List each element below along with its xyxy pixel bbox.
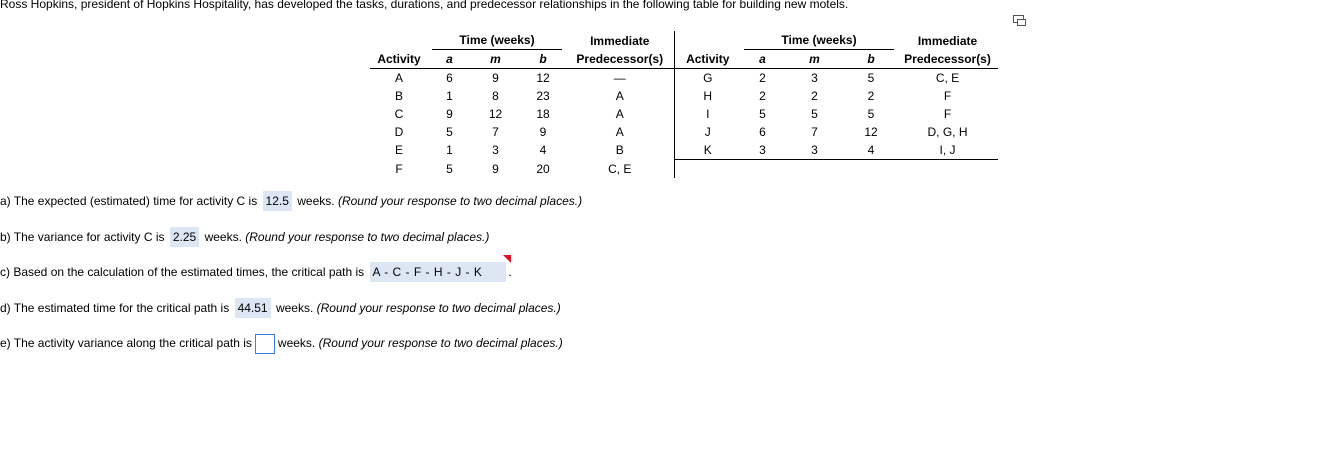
answer-c-value: A - C - F - H - J - K xyxy=(372,265,483,279)
cell: 6 xyxy=(446,71,453,85)
cell: 23 xyxy=(536,89,550,103)
question-e-unit: weeks. xyxy=(277,336,316,350)
answer-e-input[interactable] xyxy=(255,334,275,354)
table-row xyxy=(370,69,998,88)
cell: 12 xyxy=(488,107,503,121)
cell: B xyxy=(394,89,403,103)
table-row xyxy=(370,141,998,160)
col-m-right: m xyxy=(784,50,845,69)
cell: 9 xyxy=(492,161,499,176)
cell: A xyxy=(566,87,674,105)
question-c-end: . xyxy=(508,265,512,279)
cell: 5 xyxy=(867,107,875,121)
cell: 5 xyxy=(811,107,818,121)
col-b-right: b xyxy=(845,50,897,69)
incorrect-flag-icon xyxy=(503,255,511,263)
cell: 7 xyxy=(492,125,499,139)
copy-icon[interactable] xyxy=(1013,15,1027,27)
question-d xyxy=(0,298,561,318)
cell: C, E xyxy=(566,160,674,179)
cell: F xyxy=(943,89,952,103)
pred-header-right-1: Immediate xyxy=(917,33,978,48)
question-a-hint: (Round your response to two decimal places.) xyxy=(337,194,583,208)
question-a-text: a) The expected (estimated) time for activity C is xyxy=(0,194,258,208)
cell: F xyxy=(395,161,403,176)
answer-c[interactable] xyxy=(370,262,507,282)
cell: 3 xyxy=(492,143,499,158)
cell: 12 xyxy=(864,125,878,139)
question-b-text: b) The variance for activity C is xyxy=(0,230,165,244)
cell: 1 xyxy=(446,89,453,103)
time-header-left: Time (weeks) xyxy=(428,31,566,50)
pred-header-left-2: Predecessor(s) xyxy=(566,50,674,69)
cell: 20 xyxy=(536,161,550,176)
answer-b[interactable]: 2.25 xyxy=(170,227,199,247)
cell: 4 xyxy=(539,143,547,158)
cell: 4 xyxy=(845,141,897,160)
cell: E xyxy=(394,143,403,158)
cell: — xyxy=(566,69,674,88)
col-a-left: a xyxy=(428,50,471,69)
time-header-right: Time (weeks) xyxy=(741,31,897,50)
pred-header-left-1: Immediate xyxy=(566,31,674,50)
question-c xyxy=(0,262,512,282)
question-e-hint: (Round your response to two decimal places.) xyxy=(318,336,563,350)
question-a xyxy=(0,191,582,211)
question-b-unit: weeks. xyxy=(204,230,242,244)
cell: C xyxy=(394,107,404,121)
cell: J xyxy=(704,125,711,139)
col-a-right: a xyxy=(741,50,784,69)
cell: 7 xyxy=(811,125,818,139)
cell: F xyxy=(943,107,952,121)
cell: D, G, H xyxy=(927,125,968,139)
question-b xyxy=(0,227,489,247)
cell: 1 xyxy=(446,143,453,158)
cell: 5 xyxy=(759,107,766,121)
table-row xyxy=(370,160,998,179)
cell: B xyxy=(566,141,674,160)
problem-intro: Ross Hopkins, president of Hopkins Hospitality, has developed the tasks, durations, and predecessor relationships in the following table for building new motels. xyxy=(0,0,849,11)
cell: G xyxy=(703,71,713,85)
question-d-unit: weeks. xyxy=(275,301,314,315)
cell: 2 xyxy=(759,89,766,103)
question-a-unit: weeks. xyxy=(297,194,335,208)
cell: A xyxy=(566,105,674,123)
cell: D xyxy=(394,125,404,139)
col-m-left: m xyxy=(471,50,520,69)
cell: I, J xyxy=(897,141,998,160)
cell: 3 xyxy=(784,141,845,160)
cell: 5 xyxy=(867,71,875,85)
question-d-text: d) The estimated time for the critical path is xyxy=(0,301,230,315)
cell: A xyxy=(394,71,403,85)
cell: 9 xyxy=(446,107,453,121)
cell: 9 xyxy=(492,71,499,85)
cell: I xyxy=(706,107,710,121)
cell: 3 xyxy=(741,141,784,160)
cell: 5 xyxy=(446,125,453,139)
cell: 6 xyxy=(759,125,766,139)
table-row xyxy=(370,123,998,141)
pred-header-right-2: Predecessor(s) xyxy=(897,50,998,69)
col-b-left: b xyxy=(520,50,566,69)
cell: C, E xyxy=(935,71,960,85)
table-row xyxy=(370,105,998,123)
cell: A xyxy=(566,123,674,141)
question-c-text: c) Based on the calculation of the estimated times, the critical path is xyxy=(0,265,365,279)
question-b-hint: (Round your response to two decimal places.) xyxy=(245,230,490,244)
answer-d[interactable]: 44.51 xyxy=(235,298,271,318)
cell: 2 xyxy=(811,89,818,103)
question-e xyxy=(0,333,563,353)
question-e-text: e) The activity variance along the critical path is xyxy=(0,336,252,350)
cell: 12 xyxy=(536,71,550,85)
table-row xyxy=(370,87,998,105)
cell: K xyxy=(674,141,741,160)
activity-table xyxy=(370,31,998,178)
cell: 2 xyxy=(867,89,875,103)
cell: 3 xyxy=(811,71,818,85)
cell: H xyxy=(703,89,713,103)
answer-a[interactable]: 12.5 xyxy=(263,191,292,211)
activity-header-left: Activity xyxy=(370,50,428,69)
cell: 2 xyxy=(759,71,766,85)
cell: 8 xyxy=(492,89,499,103)
activity-header-right: Activity xyxy=(674,50,741,69)
cell: 18 xyxy=(536,107,550,121)
cell: 9 xyxy=(539,125,547,139)
cell: 5 xyxy=(446,161,453,176)
question-d-hint: (Round your response to two decimal places.) xyxy=(316,301,561,315)
